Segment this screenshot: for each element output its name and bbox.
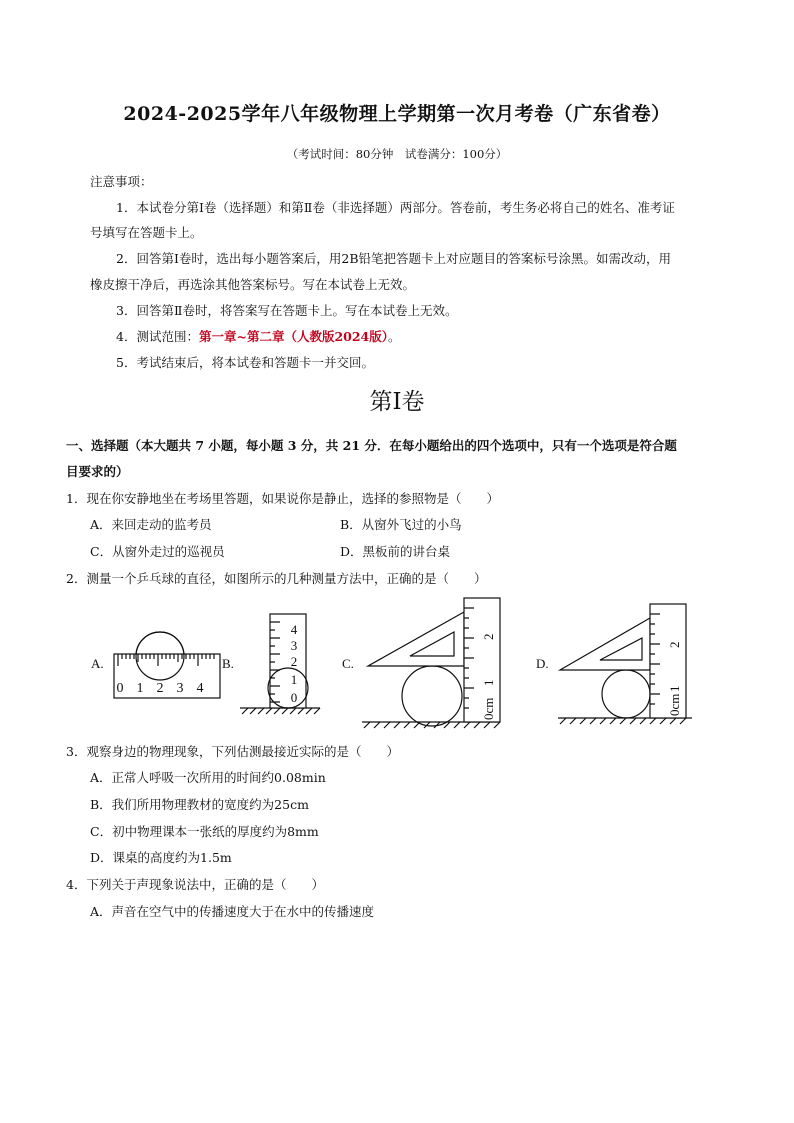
figure-b-tick: 1 [290, 672, 298, 687]
note-1-line-1: 1．本试卷分第Ⅰ卷（选择题）和第Ⅱ卷（非选择题）两部分。答卷前，考生务必将自己的姓名、准考证 [116, 200, 675, 215]
figure-d-label: D. [536, 656, 549, 671]
figure-c [362, 598, 500, 728]
figure-a-label: A. [91, 656, 104, 671]
figure-c-ball [402, 666, 462, 726]
q3-stem: 3．观察身边的物理现象，下列估测最接近实际的是（ ） [66, 744, 399, 759]
q4-stem: 4．下列关于声现象说法中，正确的是（ ） [66, 877, 324, 892]
notes-heading: 注意事项： [90, 174, 153, 189]
figure-a-ruler [114, 654, 220, 698]
q3-option-c: C．初中物理课本一张纸的厚度约为8mm [90, 824, 319, 839]
exam-title: 2024-2025学年八年级物理上学期第一次月考卷（广东省卷） [123, 103, 671, 125]
note-1-line-2: 号填写在答题卡上。 [90, 225, 203, 240]
q1-stem: 1．现在你安静地坐在考场里答题，如果说你是静止，选择的参照物是（ ） [66, 491, 499, 506]
part1-heading-line-1: 一、选择题（本大题共 7 小题，每小题 3 分，共 21 分．在每小题给出的四个选项中，只有一个选项是符合题 [66, 438, 677, 453]
figure-a-tick: 0 [116, 681, 124, 696]
note-2-line-1: 2．回答第Ⅰ卷时，选出每小题答案后，用2B铅笔把答题卡上对应题目的答案标号涂黑。如需改动，用 [116, 251, 672, 266]
note-5: 5．考试结束后，将本试卷和答题卡一并交回。 [116, 355, 374, 370]
figure-c-set-square [368, 612, 464, 666]
figure-b-ruler [270, 614, 306, 708]
figure-d-set-square [560, 618, 650, 670]
figure-d-tick: 2 [667, 641, 682, 648]
note-4-prefix: 4．测试范围： [116, 329, 199, 344]
q2-stem: 2．测量一个乒乓球的直径，如图所示的几种测量方法中，正确的是（ ） [66, 571, 487, 586]
q3-option-a: A．正常人呼吸一次所用的时间约0.08min [90, 770, 326, 785]
note-2-line-2: 橡皮擦干净后，再选涂其他答案标号。写在本试卷上无效。 [90, 277, 416, 292]
figure-b-tick: 4 [290, 622, 298, 637]
figure-c-tick: 0cm [481, 697, 496, 720]
figure-a [114, 632, 220, 698]
figure-a-tick: 4 [196, 681, 204, 696]
q1-option-b: B．从窗外飞过的小鸟 [340, 517, 462, 532]
q2-figures [80, 592, 720, 732]
q1-option-d: D．黑板前的讲台桌 [340, 544, 451, 559]
figure-c-tick: 1 [481, 679, 496, 686]
note-3: 3．回答第Ⅱ卷时，将答案写在答题卡上。写在本试卷上无效。 [116, 303, 458, 318]
figure-a-tick: 1 [136, 681, 144, 696]
figure-d-tick: 1 [667, 685, 682, 692]
figure-b-tick: 3 [290, 638, 298, 653]
figure-c-tick: 2 [481, 633, 496, 640]
figure-a-tick: 3 [176, 681, 184, 696]
figure-a-tick: 2 [156, 681, 164, 696]
test-range: 第一章~第二章（人教版2024版） [198, 329, 388, 344]
q3-option-d: D．课桌的高度约为1.5m [90, 850, 232, 865]
figure-d-ball [602, 670, 650, 718]
q1-option-a: A．来回走动的监考员 [90, 517, 212, 532]
figure-d-tick: 0cm [667, 693, 682, 716]
q3-option-b: B．我们所用物理教材的宽度约为25cm [90, 797, 309, 812]
figure-b-tick: 2 [290, 654, 298, 669]
figure-b-label: B. [222, 656, 234, 671]
figure-c-label: C. [342, 656, 354, 671]
figure-b [240, 614, 320, 714]
note-4 [116, 327, 401, 345]
q4-option-a: A．声音在空气中的传播速度大于在水中的传播速度 [90, 904, 375, 919]
q1-option-c: C．从窗外走过的巡视员 [90, 544, 225, 559]
note-4-suffix: 。 [387, 329, 401, 344]
section-title: 第Ⅰ卷 [369, 389, 425, 415]
part1-heading-line-2: 目要求的） [66, 464, 129, 479]
figure-b-tick: 0 [290, 690, 298, 705]
exam-subtitle: （考试时间：80分钟 试卷满分：100分） [286, 147, 508, 161]
